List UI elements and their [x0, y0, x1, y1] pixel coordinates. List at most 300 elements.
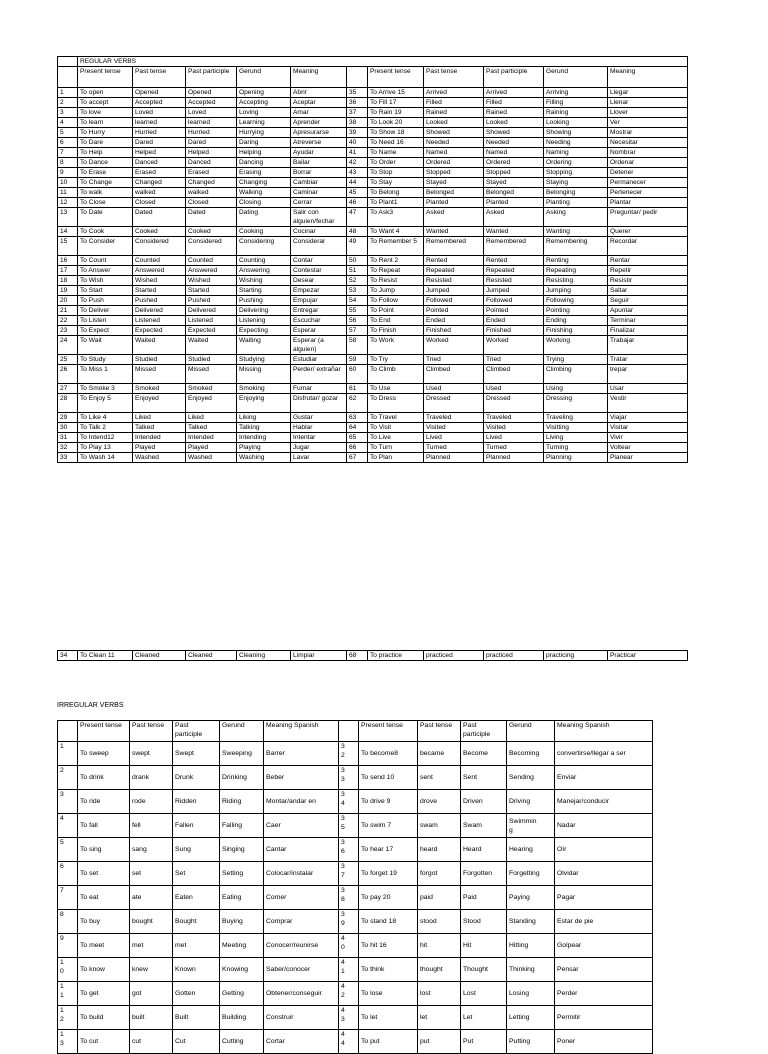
table-row: [58, 886, 653, 910]
table-cell: Repetir: [608, 266, 688, 276]
table-cell: Hurried: [186, 128, 237, 138]
row-number: 54: [347, 296, 368, 306]
table-cell: Getting: [220, 982, 264, 1006]
table-row: [58, 316, 688, 326]
table-cell: Preguntar/ pedir: [608, 208, 688, 227]
table-cell: Pensar: [555, 958, 653, 982]
table-cell: Drunk: [173, 766, 220, 790]
table-cell: To Erase: [78, 168, 133, 178]
table-cell: Repeated: [484, 266, 544, 276]
table-cell: Wanted: [484, 227, 544, 237]
table-cell: To Turn: [368, 443, 424, 453]
table-row: [58, 365, 688, 384]
table-cell: Hurried: [133, 128, 186, 138]
table-row: [58, 168, 688, 178]
table-cell: To Answer: [78, 266, 133, 276]
column-header: Meaning Spanish: [264, 721, 339, 742]
number-header: [58, 721, 78, 742]
table-cell: Missed: [133, 365, 186, 384]
table-cell: Counting: [237, 256, 291, 266]
table-cell: Visitting: [544, 423, 608, 433]
table-cell: Arrived: [484, 88, 544, 98]
table-cell: To meet: [78, 934, 130, 958]
table-cell: Jumping: [544, 286, 608, 296]
table-cell: practiced: [424, 651, 484, 661]
table-cell: Resisting: [544, 276, 608, 286]
table-cell: thought: [418, 958, 461, 982]
table-cell: Caminar: [291, 188, 347, 198]
row-number: 9: [58, 168, 78, 178]
table-cell: Intentar: [291, 433, 347, 443]
table-cell: To Miss 1: [78, 365, 133, 384]
table-cell: To Like 4: [78, 413, 133, 423]
table-cell: Vestir: [608, 394, 688, 413]
table-cell: Erasing: [237, 168, 291, 178]
column-header: Gerund: [237, 67, 291, 88]
table-cell: Contar: [291, 256, 347, 266]
table-row: [58, 413, 688, 423]
table-cell: Listened: [186, 316, 237, 326]
table-cell: Cooked: [133, 227, 186, 237]
table-row: [58, 208, 688, 227]
table-cell: Colocar/instalar: [264, 862, 339, 886]
table-cell: Cleaning: [237, 651, 291, 661]
table-cell: To Repeat: [368, 266, 424, 276]
table-cell: Llegar: [608, 88, 688, 98]
table-cell: Lavar: [291, 453, 347, 463]
table-cell: Atreverse: [291, 138, 347, 148]
table-cell: To Climb: [368, 365, 424, 384]
row-number: 1 3: [58, 1030, 78, 1054]
table-cell: Intending: [237, 433, 291, 443]
table-cell: To open: [78, 88, 133, 98]
table-cell: Permanecer: [608, 178, 688, 188]
table-cell: Putting: [507, 1030, 555, 1054]
table-row: [58, 276, 688, 286]
table-cell: Followed: [424, 296, 484, 306]
row-number: 33: [58, 453, 78, 463]
table-cell: To pay 20: [359, 886, 418, 910]
table-row: [58, 1006, 653, 1030]
table-cell: Traveled: [484, 413, 544, 423]
row-number: 52: [347, 276, 368, 286]
table-cell: To Deliver: [78, 306, 133, 316]
table-cell: Planned: [484, 453, 544, 463]
table-cell: Resistir: [608, 276, 688, 286]
table-cell: Driven: [461, 790, 507, 814]
table-cell: Viajar: [608, 413, 688, 423]
table-cell: To buy: [78, 910, 130, 934]
row-number: 65: [347, 433, 368, 443]
row-number: 7: [58, 886, 78, 910]
table-cell: Playing: [237, 443, 291, 453]
table-cell: Pointed: [484, 306, 544, 316]
table-cell: Considering: [237, 237, 291, 256]
row-number: 2: [58, 98, 78, 108]
table-cell: To become8: [359, 742, 418, 766]
table-cell: Gustar: [291, 413, 347, 423]
row-number: 45: [347, 188, 368, 198]
table-cell: got: [130, 982, 173, 1006]
table-cell: Visitar: [608, 423, 688, 433]
table-cell: Erased: [133, 168, 186, 178]
row-number: 39: [347, 128, 368, 138]
table-cell: Climbed: [424, 365, 484, 384]
table-row: [58, 336, 688, 355]
table-cell: Hearing: [507, 838, 555, 862]
table-cell: Hurrying: [237, 128, 291, 138]
table-cell: Belonged: [424, 188, 484, 198]
table-cell: Dated: [186, 208, 237, 227]
table-cell: Needing: [544, 138, 608, 148]
table-cell: Traveling: [544, 413, 608, 423]
table-cell: practiced: [484, 651, 544, 661]
table-cell: Pagar: [555, 886, 653, 910]
table-cell: Intended: [133, 433, 186, 443]
regular-verbs-title: REGULAR VERBS: [78, 57, 688, 67]
table-cell: Started: [133, 286, 186, 296]
table-cell: Daring: [237, 138, 291, 148]
table-cell: To Help: [78, 148, 133, 158]
table-cell: To fall: [78, 814, 130, 838]
table-cell: Ver: [608, 118, 688, 128]
table-cell: Worked: [424, 336, 484, 355]
table-cell: To Consider: [78, 237, 133, 256]
table-cell: To eat: [78, 886, 130, 910]
table-cell: Paying: [507, 886, 555, 910]
table-cell: Permitir: [555, 1006, 653, 1030]
table-cell: Cooking: [237, 227, 291, 237]
table-cell: practicing: [544, 651, 608, 661]
row-number: 5: [58, 838, 78, 862]
table-row: [58, 198, 688, 208]
row-number: 25: [58, 355, 78, 365]
table-cell: Put: [461, 1030, 507, 1054]
table-cell: Looking: [544, 118, 608, 128]
table-cell: Gotten: [173, 982, 220, 1006]
table-cell: Used: [484, 384, 544, 394]
row-number: 28: [58, 394, 78, 413]
table-cell: Built: [173, 1006, 220, 1030]
table-cell: swam: [418, 814, 461, 838]
table-cell: To Dare: [78, 138, 133, 148]
table-cell: To build: [78, 1006, 130, 1030]
table-cell: To Finish: [368, 326, 424, 336]
table-cell: Estudiar: [291, 355, 347, 365]
table-cell: Dating: [237, 208, 291, 227]
table-cell: To Name: [368, 148, 424, 158]
table-cell: Vivir: [608, 433, 688, 443]
table-cell: Bailar: [291, 158, 347, 168]
table-cell: Wanting: [544, 227, 608, 237]
table-cell: Loved: [186, 108, 237, 118]
table-cell: learned: [186, 118, 237, 128]
table-cell: Waiting: [237, 336, 291, 355]
table-cell: Standing: [507, 910, 555, 934]
table-cell: Delivered: [186, 306, 237, 316]
table-cell: To think: [359, 958, 418, 982]
table-cell: Talked: [133, 423, 186, 433]
column-header: Meaning Spanish: [555, 721, 653, 742]
table-cell: drank: [130, 766, 173, 790]
table-cell: hit: [418, 934, 461, 958]
table-row: [58, 138, 688, 148]
table-cell: Followed: [484, 296, 544, 306]
table-row: [58, 838, 653, 862]
table-cell: Become: [461, 742, 507, 766]
table-cell: Arriving: [544, 88, 608, 98]
table-cell: met: [130, 934, 173, 958]
table-cell: To Talk 2: [78, 423, 133, 433]
table-cell: Riding: [220, 790, 264, 814]
row-number: 61: [347, 384, 368, 394]
table-cell: Accepting: [237, 98, 291, 108]
table-cell: cut: [130, 1030, 173, 1054]
table-cell: Beber: [264, 766, 339, 790]
table-cell: To Travel: [368, 413, 424, 423]
table-cell: Perder: [555, 982, 653, 1006]
table-cell: Liked: [133, 413, 186, 423]
table-cell: Changed: [186, 178, 237, 188]
table-cell: Accepted: [186, 98, 237, 108]
row-number: 19: [58, 286, 78, 296]
row-number: 42: [347, 158, 368, 168]
row-number: 5: [58, 128, 78, 138]
table-cell: Stayed: [424, 178, 484, 188]
row-number: 13: [58, 208, 78, 227]
table-cell: Tried: [424, 355, 484, 365]
table-cell: To Resist: [368, 276, 424, 286]
table-cell: Considerar: [291, 237, 347, 256]
table-row: [58, 651, 688, 661]
table-cell: Dated: [133, 208, 186, 227]
column-header: Gerund: [507, 721, 555, 742]
table-cell: Nombrar: [608, 148, 688, 158]
table-cell: Knowing: [220, 958, 264, 982]
column-header: Present tense: [78, 721, 130, 742]
row-number: 51: [347, 266, 368, 276]
table-cell: forgot: [418, 862, 461, 886]
table-cell: To forget 19: [359, 862, 418, 886]
table-row: [58, 178, 688, 188]
row-number: 37: [347, 108, 368, 118]
table-row: [58, 423, 688, 433]
table-cell: Wishing: [237, 276, 291, 286]
table-cell: Intended: [186, 433, 237, 443]
table-cell: Rented: [484, 256, 544, 266]
table-cell: Forgotten: [461, 862, 507, 886]
table-cell: Empujar: [291, 296, 347, 306]
table-cell: To stand 18: [359, 910, 418, 934]
table-cell: Practicar: [608, 651, 688, 661]
table-cell: Using: [544, 384, 608, 394]
table-row: [58, 98, 688, 108]
table-cell: To Expect: [78, 326, 133, 336]
column-header: Past participle: [186, 67, 237, 88]
table-cell: To Clean 11: [78, 651, 133, 661]
table-cell: Played: [133, 443, 186, 453]
table-cell: Esperar (a alguien): [291, 336, 347, 355]
table-cell: Looked: [484, 118, 544, 128]
row-number: 6: [58, 138, 78, 148]
table-cell: To sing: [78, 838, 130, 862]
table-cell: To Remember 5: [368, 237, 424, 256]
table-cell: To accept: [78, 98, 133, 108]
row-number: 4: [58, 118, 78, 128]
row-number: 43: [347, 168, 368, 178]
row-number: 8: [58, 910, 78, 934]
table-cell: To Arrive 15: [368, 88, 424, 98]
number-header: [58, 67, 78, 88]
row-number: 31: [58, 433, 78, 443]
table-cell: Falling: [220, 814, 264, 838]
table-cell: Cocinar: [291, 227, 347, 237]
regular-verbs-extra-row: [57, 650, 688, 661]
row-number: 38: [347, 118, 368, 128]
table-cell: To Work: [368, 336, 424, 355]
table-cell: Looked: [424, 118, 484, 128]
table-cell: To drive 9: [359, 790, 418, 814]
table-cell: Rentar: [608, 256, 688, 266]
table-cell: Studied: [186, 355, 237, 365]
table-cell: Esperar: [291, 326, 347, 336]
table-cell: Turned: [424, 443, 484, 453]
table-cell: To Dress: [368, 394, 424, 413]
table-cell: Helping: [237, 148, 291, 158]
row-number: 21: [58, 306, 78, 316]
table-cell: Stopping: [544, 168, 608, 178]
table-cell: Living: [544, 433, 608, 443]
table-cell: ate: [130, 886, 173, 910]
table-cell: Belonging: [544, 188, 608, 198]
table-cell: To cut: [78, 1030, 130, 1054]
table-cell: Mostrar: [608, 128, 688, 138]
table-cell: Opened: [133, 88, 186, 98]
table-cell: Working: [544, 336, 608, 355]
table-cell: put: [418, 1030, 461, 1054]
table-cell: To hear 17: [359, 838, 418, 862]
table-cell: Losing: [507, 982, 555, 1006]
table-cell: Dressed: [424, 394, 484, 413]
table-cell: Repeated: [424, 266, 484, 276]
number-header: [347, 67, 368, 88]
table-cell: To let: [359, 1006, 418, 1030]
table-cell: Caer: [264, 814, 339, 838]
table-cell: Named: [424, 148, 484, 158]
table-cell: Hit: [461, 934, 507, 958]
table-cell: Waited: [133, 336, 186, 355]
table-cell: Contestar: [291, 266, 347, 276]
table-cell: To Enjoy 5: [78, 394, 133, 413]
table-cell: Sweeping: [220, 742, 264, 766]
table-cell: Letting: [507, 1006, 555, 1030]
column-header: Past participle: [461, 721, 507, 742]
table-cell: Rained: [484, 108, 544, 118]
table-cell: Dared: [186, 138, 237, 148]
table-cell: Ridden: [173, 790, 220, 814]
table-cell: Comprar: [264, 910, 339, 934]
row-number: 41: [347, 148, 368, 158]
table-cell: Escuchar: [291, 316, 347, 326]
table-cell: walked: [186, 188, 237, 198]
table-cell: Golpear: [555, 934, 653, 958]
table-cell: Eaten: [173, 886, 220, 910]
table-cell: To Look 20: [368, 118, 424, 128]
table-cell: Delivered: [133, 306, 186, 316]
table-cell: Missing: [237, 365, 291, 384]
irregular-verbs-table: [57, 720, 653, 1054]
table-cell: To Change: [78, 178, 133, 188]
column-header: Past participle: [173, 721, 220, 742]
column-header: Past tense: [418, 721, 461, 742]
table-cell: stood: [418, 910, 461, 934]
table-cell: Resisted: [424, 276, 484, 286]
table-cell: Hablar: [291, 423, 347, 433]
table-row: [58, 814, 653, 838]
table-cell: Montar/andar en: [264, 790, 339, 814]
table-cell: To lose: [359, 982, 418, 1006]
table-cell: Pointing: [544, 306, 608, 316]
table-cell: sang: [130, 838, 173, 862]
table-cell: Empezar: [291, 286, 347, 296]
table-cell: Named: [484, 148, 544, 158]
table-cell: Remembered: [424, 237, 484, 256]
table-row: [58, 237, 688, 256]
table-cell: Swept: [173, 742, 220, 766]
table-cell: Known: [173, 958, 220, 982]
table-cell: Finished: [484, 326, 544, 336]
table-cell: To love: [78, 108, 133, 118]
table-row: [58, 266, 688, 276]
table-cell: Listened: [133, 316, 186, 326]
table-cell: To Try: [368, 355, 424, 365]
table-cell: Wished: [186, 276, 237, 286]
table-cell: Tried: [484, 355, 544, 365]
table-cell: Ended: [424, 316, 484, 326]
table-row: [58, 158, 688, 168]
row-number: 35: [347, 88, 368, 98]
table-cell: paid: [418, 886, 461, 910]
table-cell: To walk: [78, 188, 133, 198]
table-row: [58, 306, 688, 316]
table-cell: Learning: [237, 118, 291, 128]
table-cell: Estar de pie: [555, 910, 653, 934]
row-number: 6: [58, 862, 78, 886]
table-cell: Trabajar: [608, 336, 688, 355]
table-cell: Becoming: [507, 742, 555, 766]
table-cell: To send 10: [359, 766, 418, 790]
table-cell: Helped: [133, 148, 186, 158]
table-cell: Plantar: [608, 198, 688, 208]
number-header: [339, 721, 359, 742]
table-cell: To Rent 2: [368, 256, 424, 266]
table-cell: To Use: [368, 384, 424, 394]
table-cell: To Wash 14: [78, 453, 133, 463]
table-row: [58, 355, 688, 365]
table-cell: To Cook: [78, 227, 133, 237]
table-cell: Finishing: [544, 326, 608, 336]
row-number: 11: [58, 188, 78, 198]
table-cell: Sung: [173, 838, 220, 862]
row-number: 2: [58, 766, 78, 790]
table-row: [58, 742, 653, 766]
table-cell: convertirse/llegar a ser: [555, 742, 653, 766]
table-cell: Buying: [220, 910, 264, 934]
table-row: [58, 790, 653, 814]
table-cell: Danced: [186, 158, 237, 168]
table-cell: Helped: [186, 148, 237, 158]
row-number: 9: [58, 934, 78, 958]
